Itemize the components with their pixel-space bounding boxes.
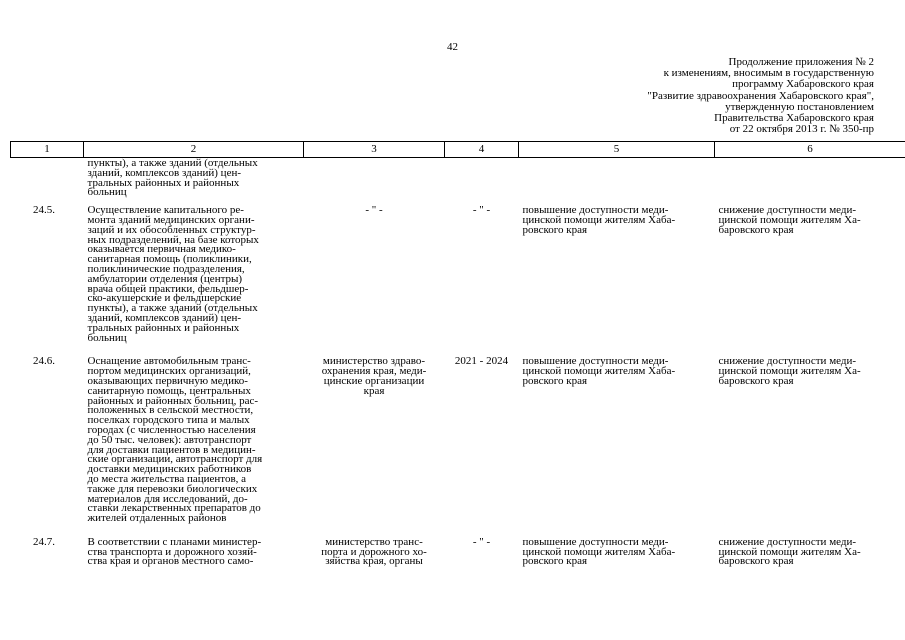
measure-text: Осуществление капитального ре- монта зданий медицинских органи- заций и их обособленных структур- ных подразделений, на базе которых оказывается первичная медико- санитарная помощь (поликлиники, поликлинические подразделения, амбулатории отделения (центры) врача общей практики, фельдшер- ско-акушерские и фельдшерские пункты), а также зданий (отдельных зданий, комплексов зданий) цен- тральных районных и районных больниц: [87, 204, 259, 344]
consequence-text: снижение доступности меди- цинской помощи жителям Ха- баровского края: [718, 535, 861, 568]
column-header-1: 1: [11, 142, 84, 158]
period-text: 2021 - 2024: [454, 355, 509, 368]
executor-text: министерство здраво- охранения края, меди- цинские организации края: [321, 355, 427, 397]
row-number: 24.5.: [33, 204, 55, 217]
executor-text: министерство транс- порта и дорожного хо- зяйства края, органы: [321, 535, 427, 568]
column-header-5: 5: [519, 142, 715, 158]
measure-text: Оснащение автомобильным транс- портом медицинских организаций, оказывающих первичную медико- санитарную помощь, центральных районных и районных больниц, рас- положенных в сельской местности, поселках городского типа и малых городах (с численностью населения до 50 тыс. человек): автотранспорт для доставки пациентов в медицин- ские организации, автотранспорт для доставки медицинских работников до места жительства пациентов, а также для перевозки биологических материалов для исследований, до- ставки лекарственных препаратов до жителей отдаленных районов: [87, 355, 263, 525]
header-note-line: "Развитие здравоохранения Хабаровского края",: [647, 89, 874, 102]
header-note-line: утвержденную постановлением: [725, 100, 874, 113]
measures-table: [10, 141, 905, 567]
result-text: повышение доступности меди- цинской помощи жителям Хаба- ровского края: [522, 535, 676, 568]
column-header-6: 6: [715, 142, 905, 158]
header-note-line: программу Хабаровского края: [732, 78, 874, 91]
column-header-4: 4: [445, 142, 519, 158]
table-row: [11, 538, 905, 567]
header-note-line: к изменениям, вносимым в государственную: [663, 67, 874, 80]
measure-text: пункты), а также зданий (отдельных зданий, комплексов зданий) цен- тральных районных и районных больниц: [87, 157, 258, 199]
result-text: повышение доступности меди- цинской помощи жителям Хаба- ровского края: [522, 204, 676, 236]
table-header-row: [11, 142, 905, 158]
appendix-header-note: [574, 57, 874, 135]
measure-text: В соответствии с планами министер- ства транспорта и дорожного хозяй- ства края и органов местного само-: [87, 535, 262, 568]
table-row-continuation: [11, 158, 905, 207]
table-row: [11, 357, 905, 538]
header-note-line: Правительства Хабаровского края: [714, 112, 874, 125]
row-number: 24.7.: [33, 535, 55, 548]
table-row: [11, 206, 905, 357]
column-header-2: 2: [84, 142, 304, 158]
header-note-line: Продолжение приложения № 2: [728, 56, 874, 68]
header-note-line: от 22 октября 2013 г. № 350-пр: [729, 123, 874, 136]
executor-text: - " -: [365, 204, 383, 217]
row-number: 24.6.: [33, 355, 55, 368]
consequence-text: снижение доступности меди- цинской помощи жителям Ха- баровского края: [718, 355, 861, 387]
column-header-3: 3: [304, 142, 445, 158]
period-text: - " -: [472, 204, 491, 217]
period-text: - " -: [472, 535, 491, 548]
page-number: 42: [447, 41, 458, 53]
result-text: повышение доступности меди- цинской помощи жителям Хаба- ровского края: [522, 355, 676, 387]
consequence-text: снижение доступности меди- цинской помощи жителям Ха- баровского края: [718, 204, 861, 236]
measure-cell: [84, 158, 304, 207]
